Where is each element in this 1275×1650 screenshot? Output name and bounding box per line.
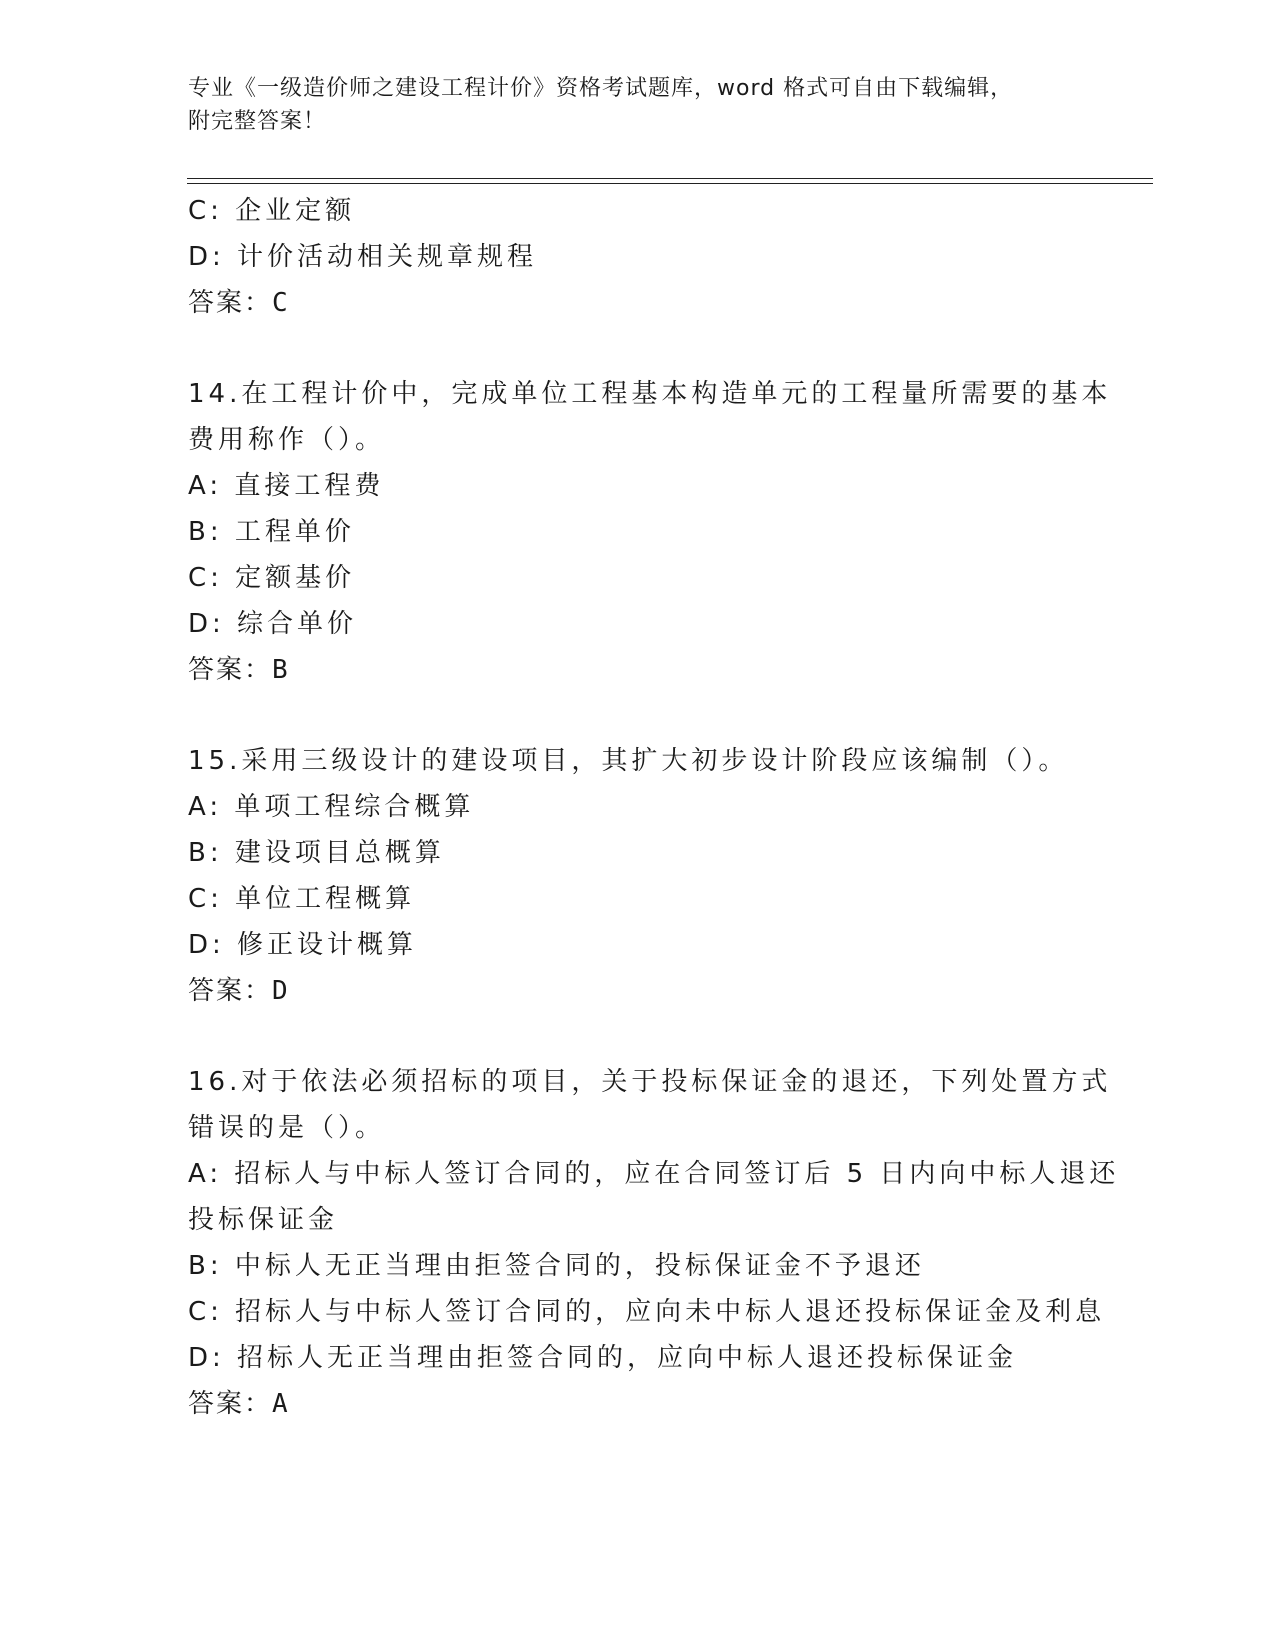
q16-answer-label: 答案：: [188, 1389, 273, 1419]
q14-option-a: A: 直接工程费: [188, 471, 385, 501]
q13-answer-label: 答案：: [188, 288, 273, 318]
document-header: [188, 72, 1088, 138]
q14-answer-label: 答案：: [188, 655, 273, 685]
q16-option-a-line-1: A: 招标人与中标人签订合同的，应在合同签订后 5 日内向中标人退还: [188, 1159, 1120, 1189]
question-14: [188, 371, 1112, 693]
q14-option-c: C: 定额基价: [188, 563, 356, 593]
q16-option-d: D: 招标人无正当理由拒签合同的，应向中标人退还投标保证金: [188, 1343, 1018, 1373]
q13-option-d: D: 计价活动相关规章规程: [188, 242, 538, 272]
question-16: [188, 1059, 1120, 1427]
q15-option-c: C: 单位工程概算: [188, 884, 416, 914]
q13-answer: [188, 280, 1088, 326]
question-content: [188, 188, 1120, 1427]
q13-answer-value: C: [272, 288, 289, 318]
q15-answer: [188, 968, 1088, 1014]
header-divider-top: [187, 178, 1153, 179]
q15-answer-label: 答案：: [188, 976, 273, 1006]
q15-stem-line-1: 15.采用三级设计的建设项目，其扩大初步设计阶段应该编制（）。: [188, 746, 1069, 776]
q16-answer-value: A: [272, 1389, 289, 1419]
question-15: [188, 738, 1088, 1014]
q15-option-a: A: 单项工程综合概算: [188, 792, 475, 822]
q16-option-c: C: 招标人与中标人签订合同的，应向未中标人退还投标保证金及利息: [188, 1297, 1106, 1327]
q16-option-b: B: 中标人无正当理由拒签合同的，投标保证金不予退还: [188, 1251, 925, 1281]
q13-option-c: C: 企业定额: [188, 196, 356, 226]
header-divider-bottom: [187, 183, 1153, 184]
q14-stem-line-1: 14.在工程计价中，完成单位工程基本构造单元的工程量所需要的基本: [188, 379, 1112, 409]
q15-answer-value: D: [272, 976, 289, 1006]
spacer: [188, 326, 1088, 371]
spacer: [188, 1014, 1088, 1059]
q14-option-d: D: 综合单价: [188, 609, 358, 639]
q15-option-b: B: 建设项目总概算: [188, 838, 445, 868]
q16-answer: [188, 1381, 1088, 1427]
q14-stem-line-2: 费用称作（）。: [188, 425, 386, 455]
q16-option-a-line-2: 投标保证金: [188, 1205, 339, 1235]
q16-stem-line-2: 错误的是（）。: [188, 1113, 386, 1143]
spacer: [188, 693, 1088, 738]
header-line-1: 专业《一级造价师之建设工程计价》资格考试题库，word 格式可自由下载编辑，: [188, 76, 1014, 101]
q14-option-b: B: 工程单价: [188, 517, 355, 547]
q14-answer-value: B: [272, 655, 289, 685]
header-line-2: 附完整答案！: [188, 109, 327, 134]
question-13: [188, 188, 1088, 326]
q15-option-d: D: 修正设计概算: [188, 930, 418, 960]
q14-answer: [188, 647, 1088, 693]
q16-stem-line-1: 16.对于依法必须招标的项目，关于投标保证金的退还，下列处置方式: [188, 1067, 1112, 1097]
